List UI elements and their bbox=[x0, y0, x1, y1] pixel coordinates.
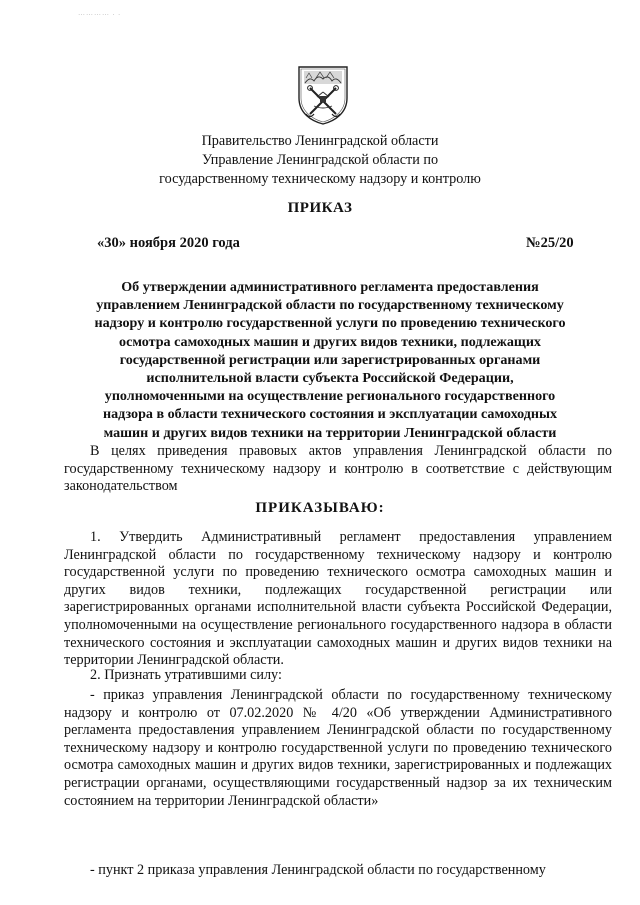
subject-line: надзору и контролю государственной услуги по проведению технического bbox=[94, 315, 566, 332]
subject-line: государственной регистрации или зарегистрированных органами bbox=[119, 351, 541, 368]
coat-of-arms-icon bbox=[296, 64, 350, 126]
scan-artifact: ………… . . bbox=[78, 9, 121, 17]
org-name-line-3: государственному техническому надзору и контролю bbox=[159, 171, 481, 187]
subject-line: надзора в области технического состояния и эксплуатации самоходных bbox=[102, 406, 558, 423]
document-number: №25/20 bbox=[526, 235, 574, 251]
org-name-line-2: Управление Ленинградской области по bbox=[201, 152, 439, 168]
subject-line: управлением Ленинградской области по государственному техническому bbox=[96, 297, 564, 314]
org-name-line-1: Правительство Ленинградской области bbox=[201, 133, 439, 149]
preamble-paragraph: В целях приведения правовых актов управления Ленинградской области по государственному техническому надзору и контролю в соответствие с действующим законодательством bbox=[64, 443, 612, 495]
subject-line: исполнительной власти субъекта Российской Федерации, bbox=[146, 370, 514, 387]
subject-line: уполномоченными на осуществление регионального государственного bbox=[104, 388, 556, 405]
subject-line: осмотра самоходных машин и других видов техники, подлежащих bbox=[119, 333, 541, 350]
item-2-paragraph: 2. Признать утратившими силу: bbox=[90, 667, 282, 683]
item-1-paragraph: 1. Утвердить Административный регламент предоставления управлением Ленинградской области по государственному техническому надзору и контролю государственной услуги по проведению технического осмотра самоходных машин и других видов техники, подлежащих государственной регистрации или зарегистрированных органами исполнительной власти субъекта Российской Федерации, уполномоченными на осуществление регионального государственного надзора в области технического состояния и эксплуатации самоходных машин и других видов техники на территории Ленинградской области. bbox=[64, 529, 612, 669]
document-title: ПРИКАЗ bbox=[287, 200, 353, 216]
item-2b-paragraph: - пункт 2 приказа управления Ленинградской области по государственному bbox=[90, 862, 546, 878]
subject-line: Об утверждении административного регламента предоставления bbox=[121, 279, 539, 295]
order-heading: ПРИКАЗЫВАЮ: bbox=[255, 500, 385, 516]
document-date: «30» ноября 2020 года bbox=[97, 235, 240, 251]
subject-line: машин и других видов техники на территории Ленинградской области bbox=[103, 424, 557, 441]
item-2a-paragraph: - приказ управления Ленинградской области по государственному техническому надзору и контролю от 07.02.2020 № 4/20 «Об утверждении Административного регламента предоставления управлением Ленинградской области по государственному техническому надзору и контролю государственной услуги по проведению технического осмотра самоходных машин и других видов техники, зарегистрированных и подлежащих регистрации органами, осуществляющими государственный надзор за их техническим состоянием на территории Ленинградской области» bbox=[64, 687, 612, 809]
document-subject bbox=[80, 278, 580, 442]
